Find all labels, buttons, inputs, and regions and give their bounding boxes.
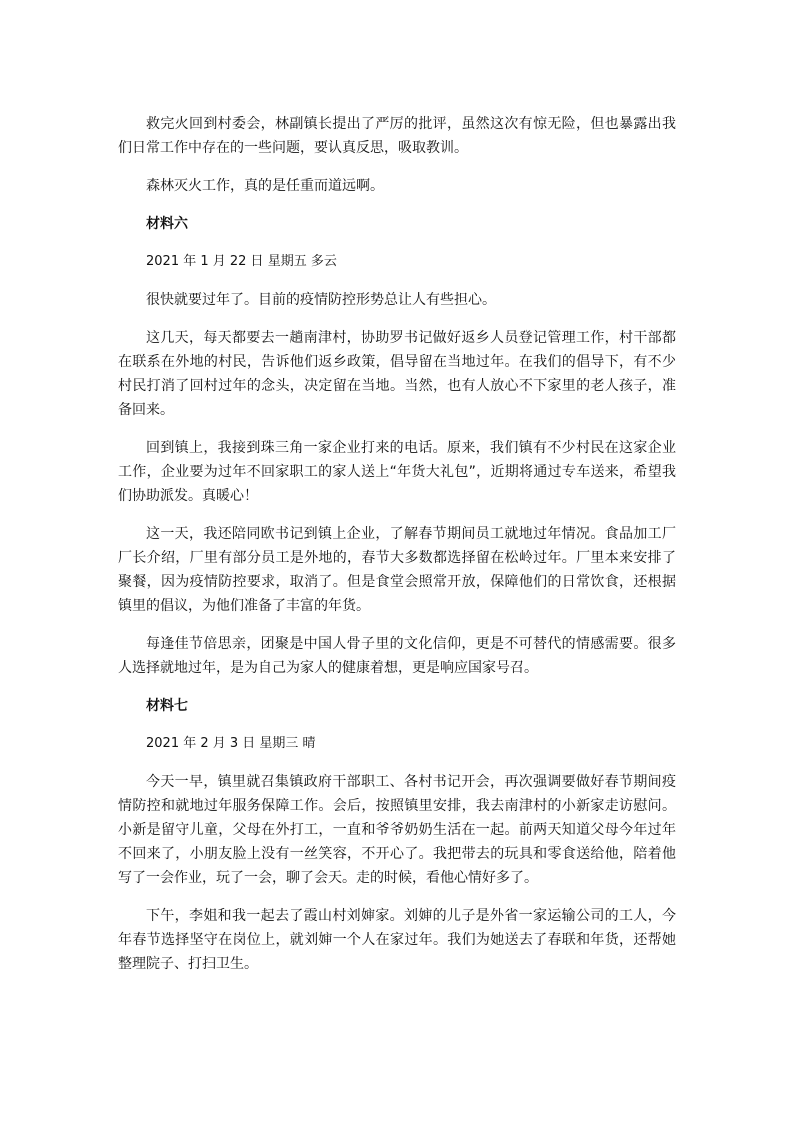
date-line-material-six: 2021 年 1 月 22 日 星期五 多云 (146, 254, 337, 269)
heading-material-six: 材料六 (146, 216, 188, 232)
paragraph-aunt-liu-visit: 下午，李姐和我一起去了霞山村刘婶家。刘婶的儿子是外省一家运输公司的工人，今年春节选择坚守在岗位上，就刘婶一个人在家过年。我们为她送去了春联和年货，还帮她整理院子、打扫卫生。 (118, 908, 676, 972)
paragraph-fire-criticism: 救完火回到村委会，林副镇长提出了严厉的批评，虽然这次有惊无险，但也暴露出我们日常工作中存在的一些问题，要认真反思，吸取教训。 (118, 116, 676, 156)
paragraph-nanjin-village-registration: 这几天，每天都要去一趟南津村，协助罗书记做好返乡人员登记管理工作，村干部都在联系在外地的村民，告诉他们返乡政策，倡导留在当地过年。在我们的倡导下，有不少村民打消了回村过年的念头，决定留在当地。当然，也有人放心不下家里的老人孩子，准备回来。 (118, 330, 676, 418)
heading-material-seven: 材料七 (146, 698, 188, 714)
paragraph-pearl-river-company-call: 回到镇上，我接到珠三角一家企业打来的电话。原来，我们镇有不少村民在这家企业工作，企业要为过年不回家职工的家人送上“年货大礼包”，近期将通过专车送来，希望我们协助派发。真暖心！ (118, 440, 676, 504)
paragraph-new-year-worry: 很快就要过年了。目前的疫情防控形势总让人有些担心。 (146, 292, 496, 308)
paragraph-forest-fire-duty: 森林灭火工作，真的是任重而道远啊。 (146, 178, 384, 194)
date-line-material-seven: 2021 年 2 月 3 日 星期三 晴 (146, 736, 316, 751)
paragraph-reunion-culture: 每逢佳节倍思亲，团聚是中国人骨子里的文化信仰，更是不可替代的情感需要。很多人选择就地过年，是为自己为家人的健康着想，更是响应国家号召。 (118, 636, 676, 676)
document-page (118, 112, 676, 990)
paragraph-left-behind-child: 今天一早，镇里就召集镇政府干部职工、各村书记开会，再次强调要做好春节期间疫情防控和就地过年服务保障工作。会后，按照镇里安排，我去南津村的小新家走访慰问。小新是留守儿童，父母在外打工，一直和爷爷奶奶生活在一起。前两天知道父母今年过年不回来了，小朋友脸上没有一丝笑容，不开心了。我把带去的玩具和零食送给他，陪着他写了一会作业，玩了一会，聊了会天。走的时候，看他心情好多了。 (118, 774, 676, 886)
paragraph-food-factory-visit: 这一天，我还陪同欧书记到镇上企业，了解春节期间员工就地过年情况。食品加工厂厂长介绍，厂里有部分员工是外地的，春节大多数都选择留在松岭过年。厂里本来安排了聚餐，因为疫情防控要求，取消了。但是食堂会照常开放，保障他们的日常饮食，还根据镇里的倡议，为他们准备了丰富的年货。 (118, 526, 676, 614)
